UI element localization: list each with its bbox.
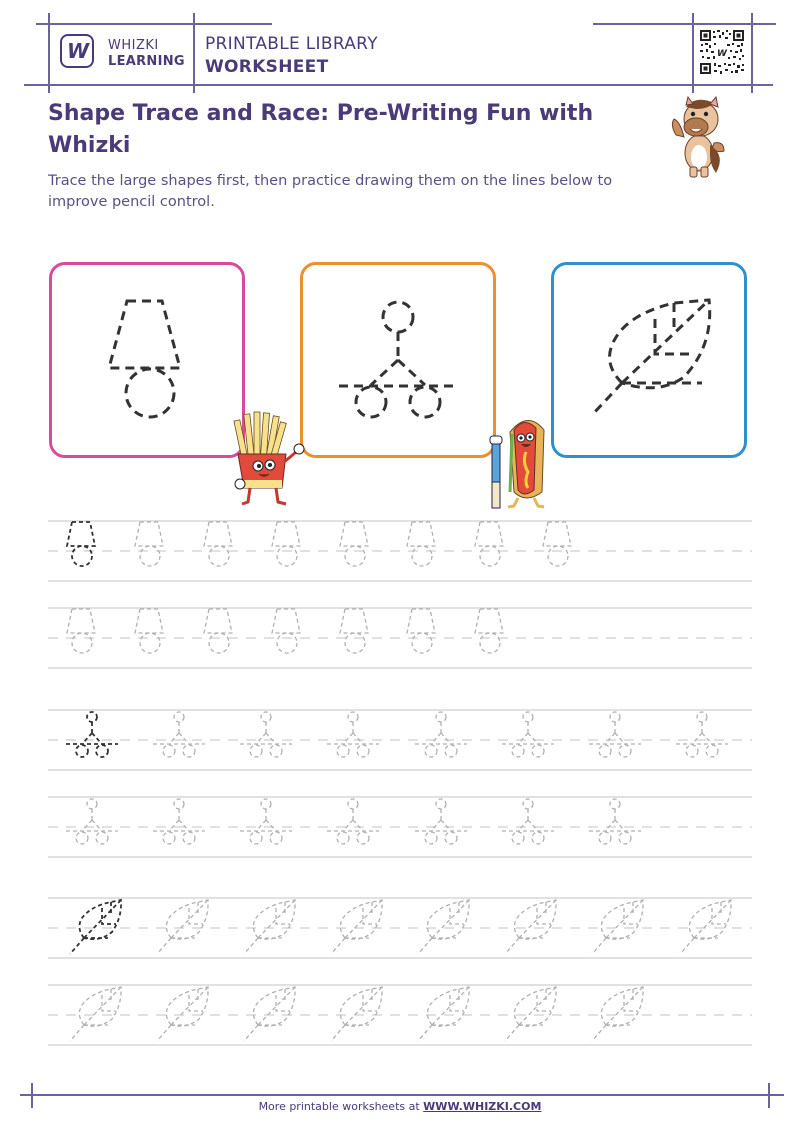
worksheet-title: Shape Trace and Race: Pre-Writing Fun with Whizki: [48, 101, 594, 158]
fries-mascot: [228, 410, 308, 510]
shape-card-lamp: [49, 262, 245, 458]
header-divider-qr-left: [692, 13, 694, 93]
molecule-row-1: [66, 712, 728, 757]
practice-area: [0, 500, 800, 1060]
library-label: PRINTABLE LIBRARY: [205, 34, 378, 54]
footer-line: [20, 1094, 784, 1096]
shape-card-leaf: [551, 262, 747, 458]
brand-subname: LEARNING: [108, 54, 185, 69]
leaf-row-2: [70, 987, 643, 1041]
molecule-trace-shape: [303, 265, 493, 455]
footer-website-link[interactable]: WWW.WHIZKI.COM: [423, 1100, 542, 1113]
lamp-trace-shape: [52, 265, 242, 455]
hotdog-mascot: [488, 412, 554, 510]
header-divider-left: [48, 13, 50, 93]
svg-text:W: W: [717, 49, 727, 59]
qr-code-icon[interactable]: [699, 29, 745, 75]
lamp-row-2: [67, 609, 503, 653]
header-divider-qr-right: [751, 13, 753, 93]
footer-text: More printable worksheets at: [258, 1100, 424, 1113]
header-divider-mid: [193, 13, 195, 93]
leaf-row-1: [70, 900, 731, 954]
footer: [0, 1100, 800, 1113]
guide-lines: [48, 521, 752, 1045]
horse-mascot: [666, 95, 732, 181]
brand-name: WHIZKI: [108, 38, 159, 53]
molecule-row-2: [66, 799, 641, 844]
leaf-trace-shape: [554, 265, 744, 455]
header-top-line-right: [593, 23, 776, 25]
lamp-row-1: [67, 522, 571, 566]
shape-card-molecule: [300, 262, 496, 458]
header-top-line: [36, 23, 272, 25]
header-bottom-line: [24, 84, 204, 86]
logo-letter: W: [66, 39, 88, 63]
worksheet-instructions: Trace the large shapes first, then practice drawing them on the lines below to improve pencil control.: [48, 173, 613, 210]
whizki-logo: [60, 34, 94, 68]
worksheet-label: WORKSHEET: [205, 57, 329, 77]
header-bottom-line-mid: [193, 84, 773, 86]
